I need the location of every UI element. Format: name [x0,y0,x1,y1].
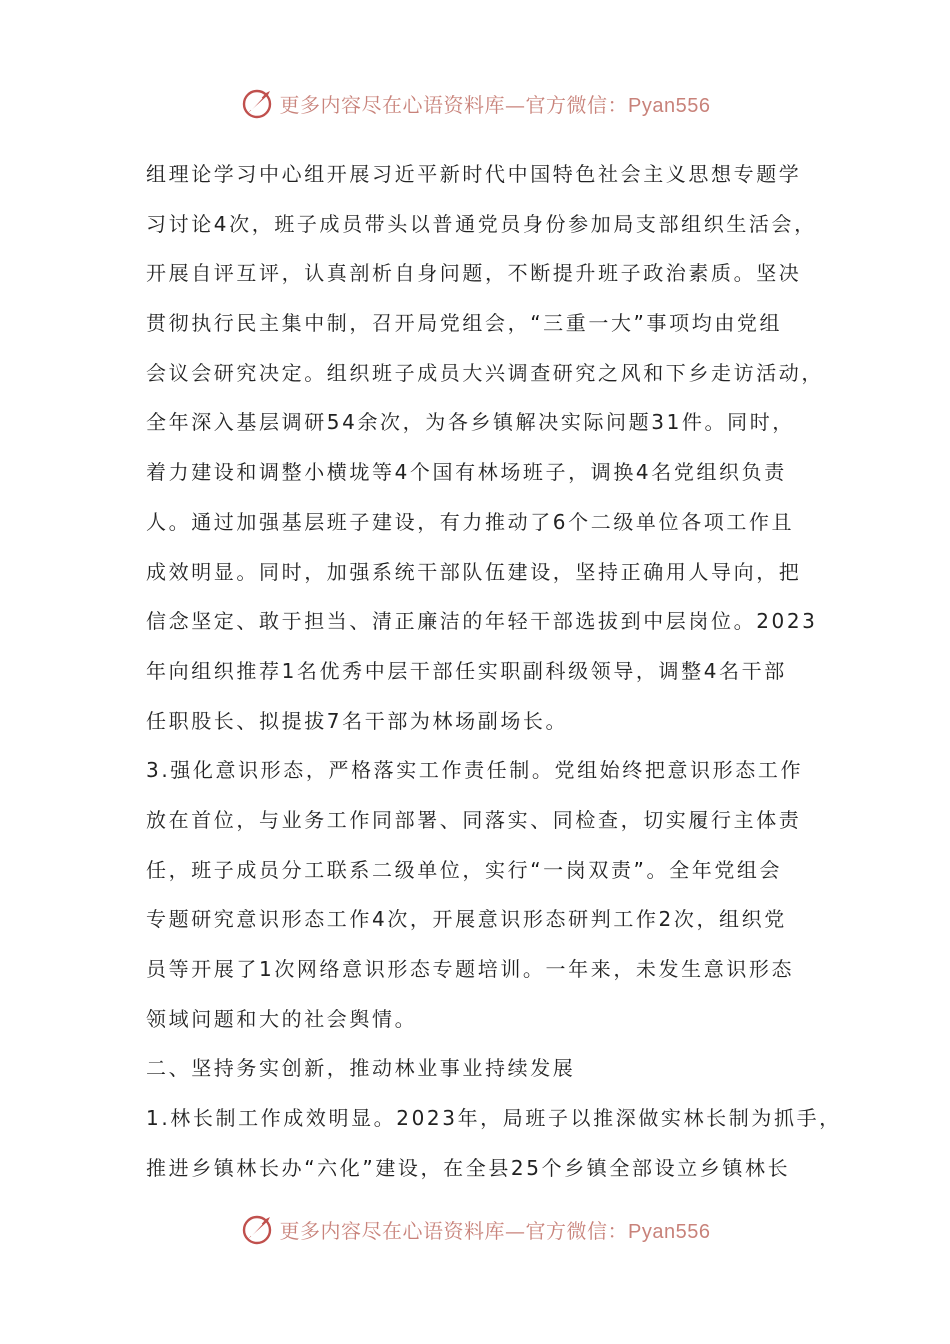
text-line: 着力建设和调整小横垅等4个国有林场班子，调换4名党组织负责 [146,460,787,485]
text-line: 开展自评互评，认真剖析自身问题，不断提升班子政治素质。坚决 [146,261,802,286]
text-line: 任，班子成员分工联系二级单位，实行“一岗双责”。全年党组会 [146,857,783,882]
text-line: 会议会研究决定。组织班子成员大兴调查研究之风和下乡走访活动， [146,360,824,385]
text-line: 1.林长制工作成效明显。2023年，局班子以推深做实林长制为抓手， [146,1106,842,1131]
text-line: 任职股长、拟提拔7名干部为林场副场长。 [146,708,569,733]
text-line: 贯彻执行民主集中制，召开局党组会，“三重一大”事项均由党组 [146,311,783,336]
text-line: 3.强化意识形态，严格落实工作责任制。党组始终把意识形态工作 [146,758,804,783]
quill-logo-icon [240,85,276,121]
text-line: 专题研究意识形态工作4次，开展意识形态研判工作2次，组织党 [146,907,787,932]
text-line: 组理论学习中心组开展习近平新时代中国特色社会主义思想专题学 [146,162,802,186]
quill-logo-icon [240,1211,276,1247]
watermark-text: 更多内容尽在心语资料库—官方微信：Pyan556 [279,92,711,117]
text-line: 领域问题和大的社会舆情。 [146,1006,418,1031]
text-line: 成效明显。同时，加强系统干部队伍建设，坚持正确用人导向，把 [146,559,802,584]
text-line: 习讨论4次，班子成员带头以普通党员身份参加局支部组织生活会， [146,211,817,236]
text-line: 全年深入基层调研54余次，为各乡镇解决实际问题31件。同时， [146,410,795,435]
text-line: 推进乡镇林长办“六化”建设，在全县25个乡镇全部设立乡镇林长 [146,1155,791,1180]
watermark-header [0,83,950,123]
text-line: 员等开展了1次网络意识形态专题培训。一年来，未发生意识形态 [146,957,795,981]
text-line: 放在首位，与业务工作同部署、同落实、同检查，切实履行主体责 [146,807,802,832]
watermark-footer [0,1209,950,1249]
watermark-text: 更多内容尽在心语资料库—官方微信：Pyan556 [279,1218,711,1243]
text-line: 人。通过加强基层班子建设，有力推动了6个二级单位各项工作且 [146,509,795,534]
document-body [146,150,842,1193]
text-line: 年向组织推荐1名优秀中层干部任实职副科级领导，调整4名干部 [146,658,787,683]
section-heading: 二、坚持务实创新，推动林业事业持续发展 [146,1056,576,1081]
text-line: 信念坚定、敢于担当、清正廉洁的年轻干部选拔到中层岗位。2023 [146,609,818,634]
